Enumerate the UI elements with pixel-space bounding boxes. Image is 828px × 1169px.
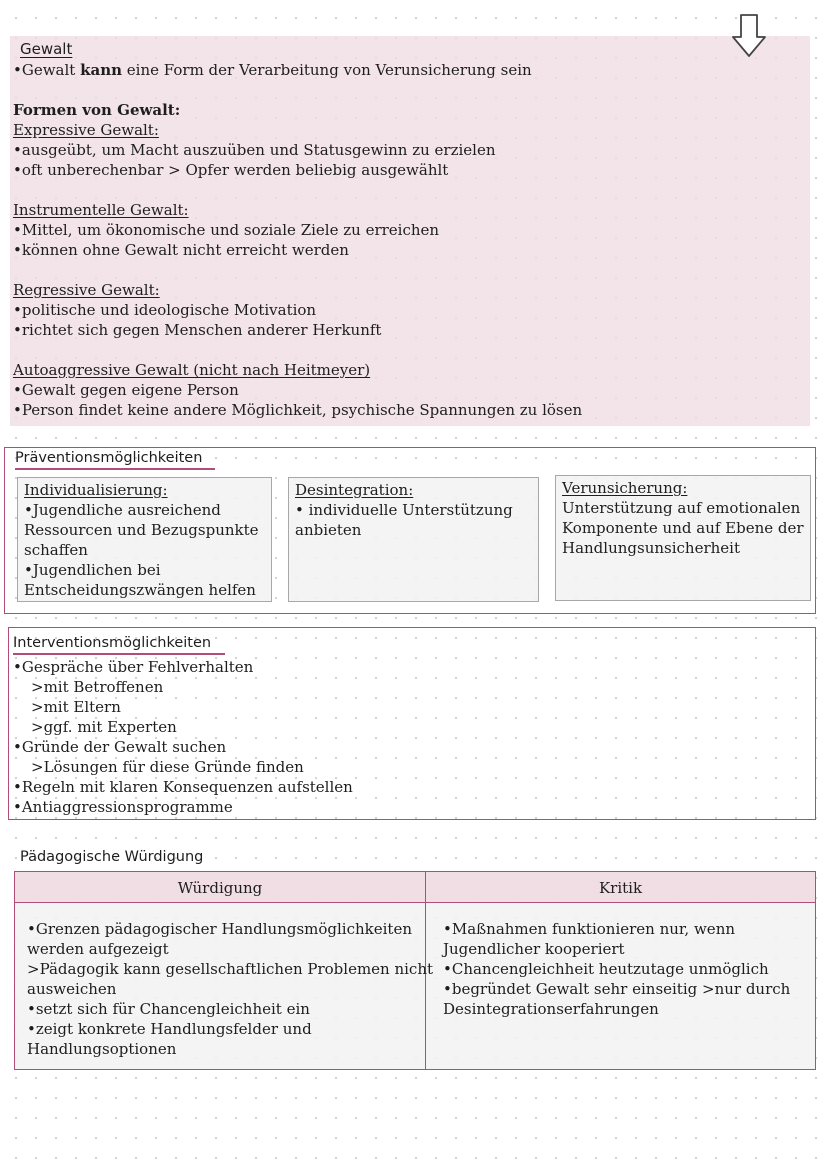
praevention-title: Präventionsmöglichkeiten xyxy=(15,450,203,466)
intervention-body xyxy=(13,657,353,817)
table-header-kritik: Kritik xyxy=(598,879,643,897)
praevention-section xyxy=(4,447,816,614)
table-cell-line: •Chancengleichheit heutzutage unmöglich xyxy=(443,960,769,978)
table-cell-line: •zeigt konkrete Handlungsfelder und xyxy=(27,1020,312,1038)
gewalt-type-point: •oft unberechenbar > Opfer werden beliebig ausgewählt xyxy=(13,161,449,179)
gewalt-type-heading: Autoaggressive Gewalt (nicht nach Heitmeyer) xyxy=(13,361,371,379)
gewalt-type-point: •richtet sich gegen Menschen anderer Herkunft xyxy=(13,321,382,339)
praevention-box-line: •Jugendlichen bei xyxy=(24,561,161,579)
praevention-box-verunsicherung xyxy=(555,475,811,601)
praevention-box-line: •Jugendliche ausreichend xyxy=(24,501,221,519)
gewalt-type-heading: Instrumentelle Gewalt: xyxy=(13,201,189,219)
intervention-line: •Antiaggressionsprogramme xyxy=(13,798,233,816)
praevention-box-line: Komponente und auf Ebene der xyxy=(562,519,804,537)
formen-heading: Formen von Gewalt: xyxy=(13,101,181,119)
intervention-line: >mit Eltern xyxy=(31,698,121,716)
praevention-box-heading: Individualisierung: xyxy=(24,481,168,499)
intervention-line: >mit Betroffenen xyxy=(31,678,164,696)
gewalt-title: Gewalt xyxy=(20,40,73,58)
gewalt-intro-bold: kann xyxy=(80,61,123,79)
table-cell-line: werden aufgezeigt xyxy=(27,940,169,958)
gewalt-type-point: •Gewalt gegen eigene Person xyxy=(13,381,239,399)
table-cell-line: Desintegrationserfahrungen xyxy=(443,1000,659,1018)
gewalt-type-point: •politische und ideologische Motivation xyxy=(13,301,317,319)
table-cell-line: ausweichen xyxy=(27,980,117,998)
intervention-title-underline xyxy=(13,653,225,655)
table-cell-line: •setzt sich für Chancengleichheit ein xyxy=(27,1000,310,1018)
praevention-title-underline xyxy=(15,468,215,470)
gewalt-type-point: •Mittel, um ökonomische und soziale Ziele zu erreichen xyxy=(13,221,440,239)
table-cell-line: •begründet Gewalt sehr einseitig >nur durch xyxy=(443,980,791,998)
intervention-line: >ggf. mit Experten xyxy=(31,718,177,736)
table-cell-kritik xyxy=(443,919,790,1019)
intervention-line: >Lösungen für diese Gründe finden xyxy=(31,758,304,776)
gewalt-type-point: •ausgeübt, um Macht auszuüben und Statusgewinn zu erzielen xyxy=(13,141,496,159)
praevention-box-line: Ressourcen und Bezugspunkte xyxy=(24,521,259,539)
praevention-box-individualisierung xyxy=(17,477,272,602)
down-arrow-icon xyxy=(731,14,767,58)
gewalt-intro-prefix: •Gewalt xyxy=(13,61,81,79)
gewalt-type-heading: Regressive Gewalt: xyxy=(13,281,160,299)
table-cell-wuerdigung xyxy=(27,919,433,1059)
praevention-box-line: Handlungsunsicherheit xyxy=(562,539,740,557)
intervention-section xyxy=(8,627,816,820)
table-cell-line: Handlungsoptionen xyxy=(27,1040,177,1058)
praevention-box-line: schaffen xyxy=(24,541,88,559)
praevention-box-heading: Desintegration: xyxy=(295,481,414,499)
table-cell-line: •Maßnahmen funktionieren nur, wenn xyxy=(443,920,736,938)
gewalt-type-point: •können ohne Gewalt nicht erreicht werden xyxy=(13,241,349,259)
praevention-box-line: • individuelle Unterstützung xyxy=(295,501,513,519)
gewalt-intro xyxy=(13,60,582,80)
gewalt-section xyxy=(10,36,810,426)
wuerdigung-table xyxy=(14,871,816,1070)
intervention-line: •Gründe der Gewalt suchen xyxy=(13,738,227,756)
table-cell-line: Jugendlicher kooperiert xyxy=(443,940,625,958)
gewalt-type-heading: Expressive Gewalt: xyxy=(13,121,159,139)
intervention-line: •Gespräche über Fehlverhalten xyxy=(13,658,254,676)
praevention-box-line: anbieten xyxy=(295,521,362,539)
praevention-box-heading: Verunsicherung: xyxy=(562,479,688,497)
praevention-box-desintegration xyxy=(288,477,539,602)
gewalt-intro-suffix: eine Form der Verarbeitung von Verunsicherung sein xyxy=(122,61,532,79)
intervention-title: Interventionsmöglichkeiten xyxy=(13,635,212,651)
table-cell-line: >Pädagogik kann gesellschaftlichen Problemen nicht xyxy=(27,960,434,978)
praevention-box-line: Unterstützung auf emotionalen xyxy=(562,499,801,517)
table-header-wuerdigung: Würdigung xyxy=(177,879,263,897)
table-cell-line: •Grenzen pädagogischer Handlungsmöglichkeiten xyxy=(27,920,412,938)
intervention-line: •Regeln mit klaren Konsequenzen aufstellen xyxy=(13,778,353,796)
praevention-box-line: Entscheidungszwängen helfen xyxy=(24,581,256,599)
gewalt-body xyxy=(13,60,582,420)
gewalt-type-point: •Person findet keine andere Möglichkeit, psychische Spannungen zu lösen xyxy=(13,401,583,419)
wuerdigung-title: Pädagogische Würdigung xyxy=(20,849,204,865)
